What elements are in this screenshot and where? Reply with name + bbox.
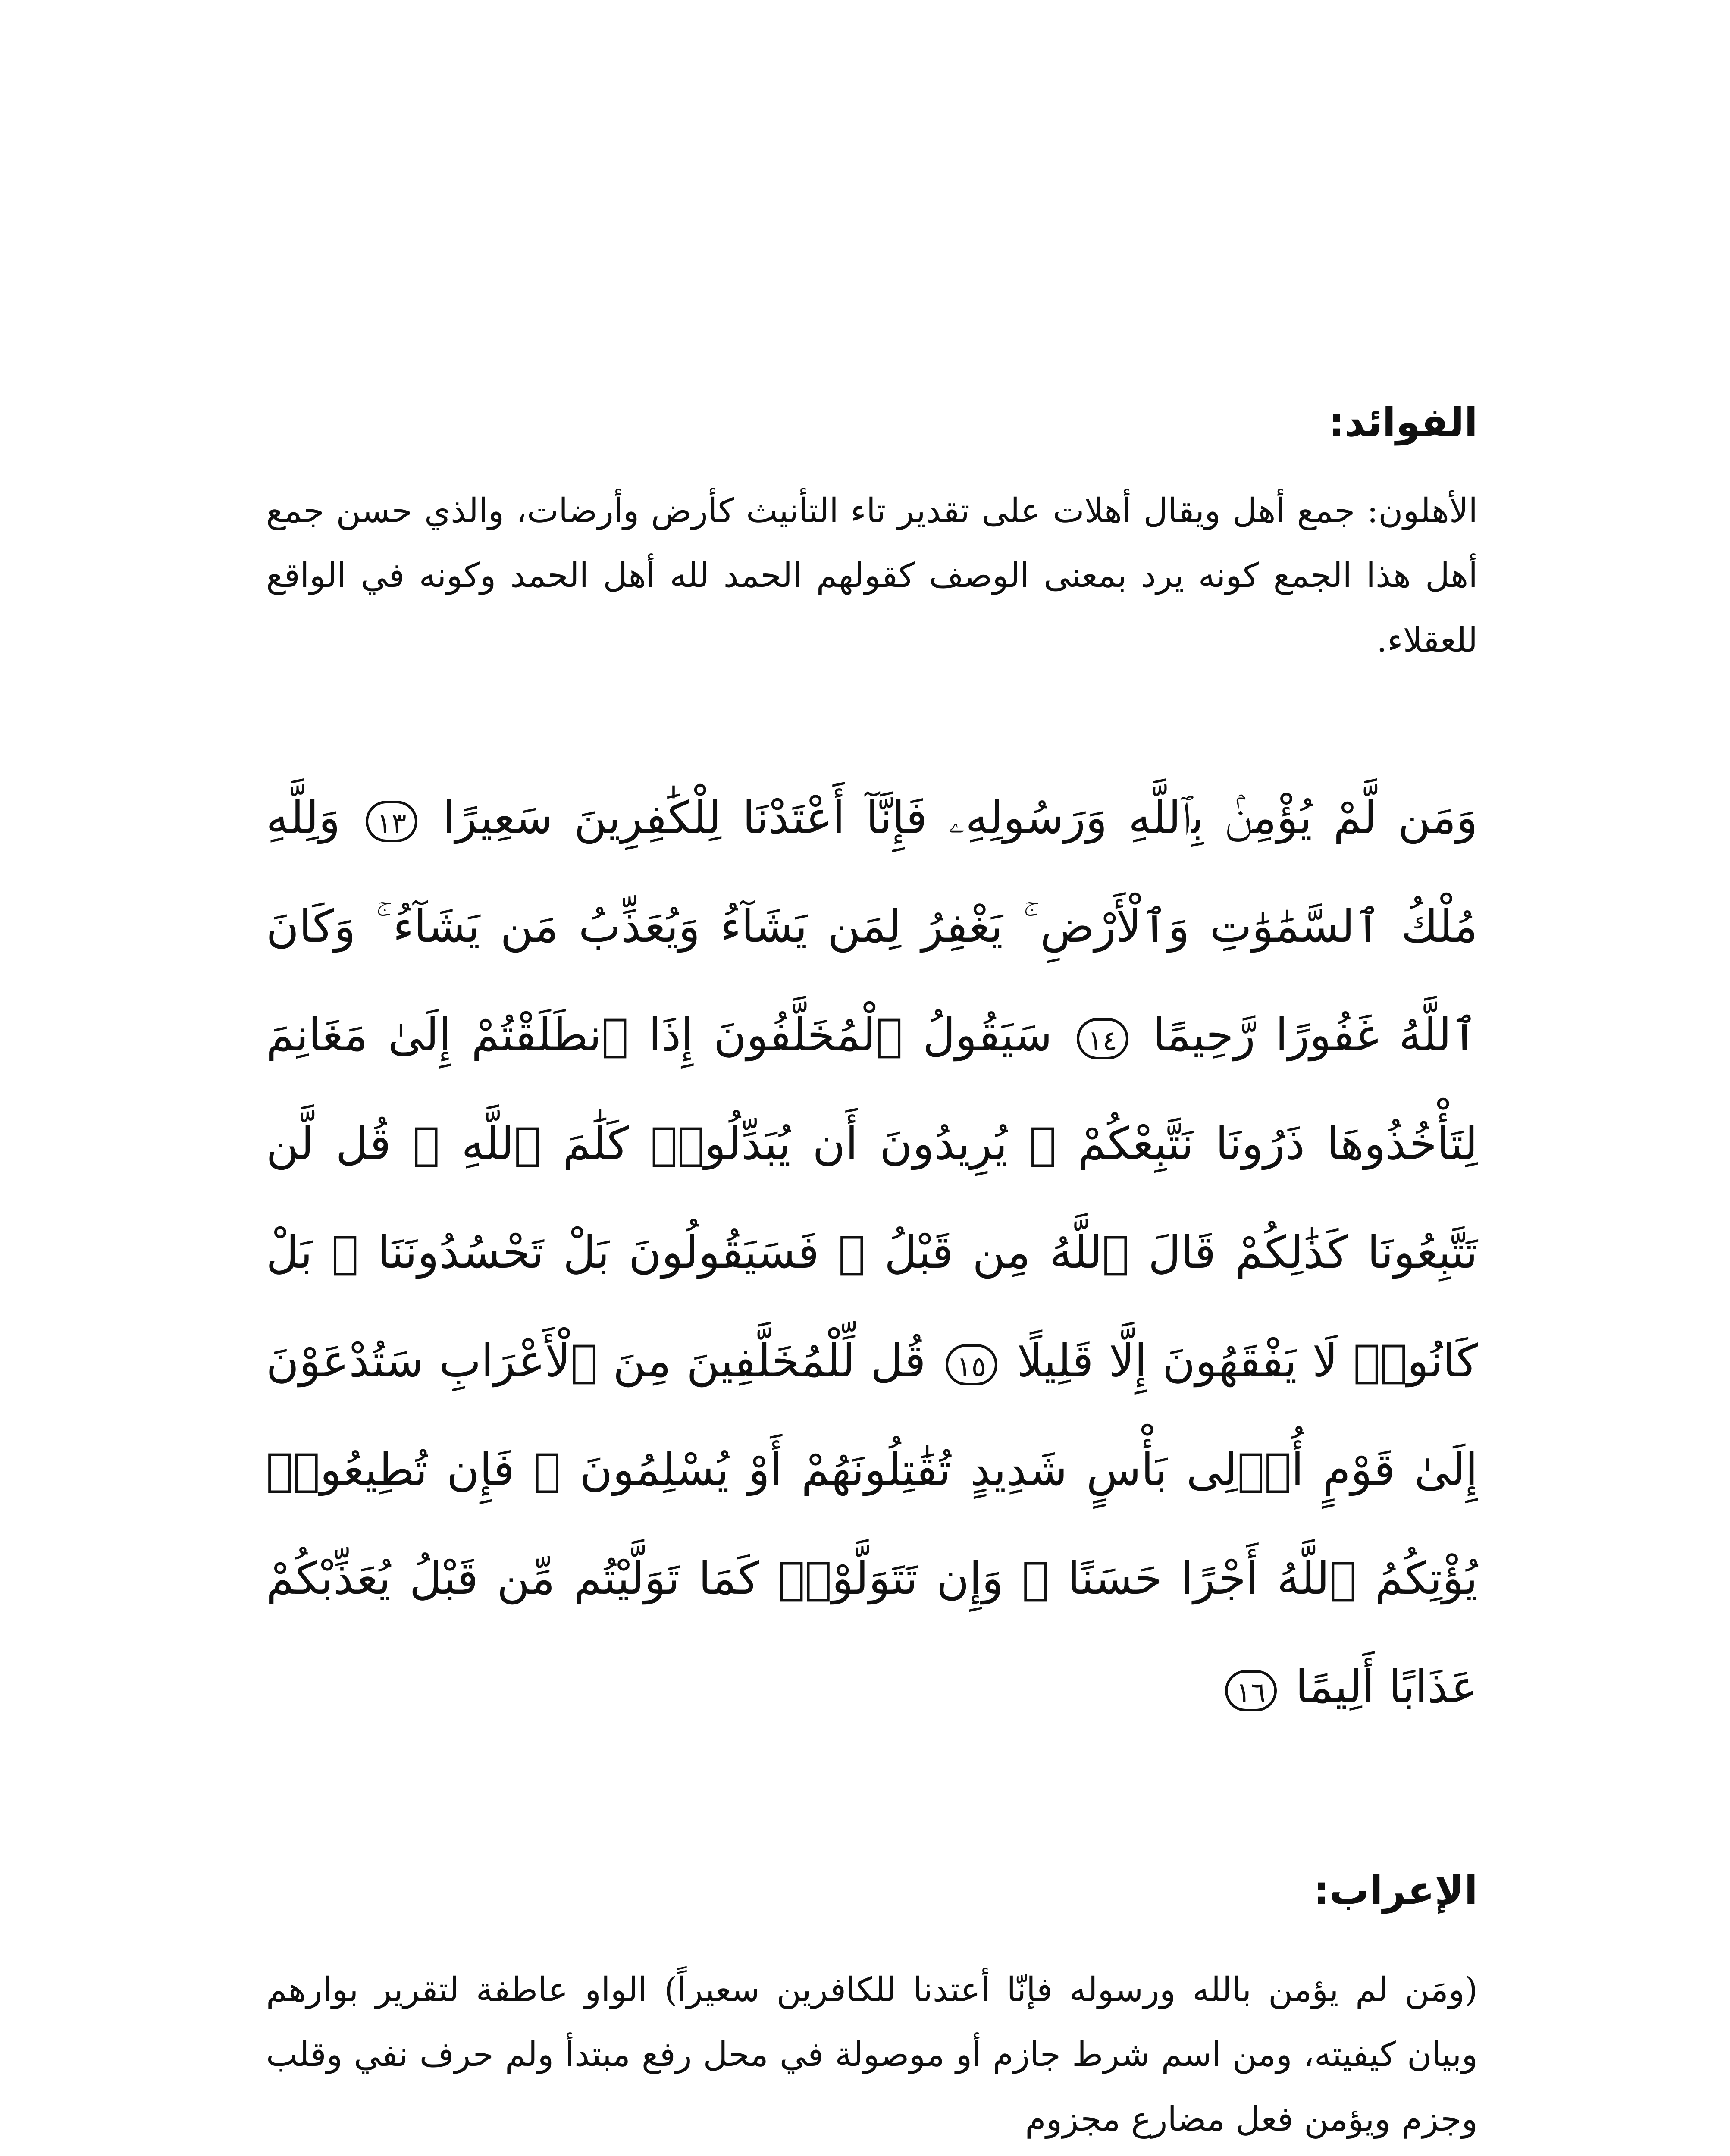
verse-16-marker: ١٦ (1225, 1670, 1277, 1711)
verse-14-marker: ١٤ (1077, 1018, 1128, 1059)
quran-verses (266, 763, 1478, 1741)
verse-15-text: سَيَقُولُ ٱلْمُخَلَّفُونَ إِذَا ٱنطَلَقْتُمْ إِلَىٰ مَغَانِمَ لِتَأْخُذُوهَا ذَرُونَا نَتَّبِعْكُمْ ۖ يُرِيدُونَ أَن يُبَدِّلُوا۟ كَلَٰمَ ٱللَّهِ ۚ قُل لَّن تَتَّبِعُونَا كَذَٰلِكُمْ قَالَ ٱللَّهُ مِن قَبْلُ ۖ فَسَيَقُولُونَ بَلْ تَحْسُدُونَنَا ۚ بَلْ كَانُوا۟ لَا يَفْقَهُونَ إِلَّا قَلِيلًا (266, 1009, 1478, 1387)
verse-13-text: وَمَن لَّمْ يُؤْمِنۢ بِٱللَّهِ وَرَسُولِهِۦ فَإِنَّآ أَعْتَدْنَا لِلْكَٰفِرِينَ سَعِيرًا (443, 791, 1478, 844)
verse-13-marker: ١٣ (366, 801, 417, 842)
irab-paragraph: (ومَن لم يؤمن بالله ورسوله فإنّا أعتدنا للكافرين سعيراً) الواو عاطفة لتقرير بوارهم وبيان كيفيته، ومن اسم شرط جازم أو موصولة في محل رفع مبتدأ ولم حرف نفي وقلب وجزم ويؤمن فعل مضارع مجزوم (266, 1971, 1478, 2139)
verse-16-text: قُل لِّلْمُخَلَّفِينَ مِنَ ٱلْأَعْرَابِ سَتُدْعَوْنَ إِلَىٰ قَوْمٍ أُو۟لِى بَأْسٍ شَدِيدٍ تُقَٰتِلُونَهُمْ أَوْ يُسْلِمُونَ ۖ فَإِن تُطِيعُوا۟ يُؤْتِكُمُ ٱللَّهُ أَجْرًا حَسَنًا ۖ وَإِن تَتَوَلَّوْا۟ كَمَا تَوَلَّيْتُم مِّن قَبْلُ يُعَذِّبْكُمْ عَذَابًا أَلِيمًا (266, 1335, 1478, 1713)
verse-14-text: وَلِلَّهِ مُلْكُ ٱلسَّمَٰوَٰتِ وَٱلْأَرْضِ ۚ يَغْفِرُ لِمَن يَشَآءُ وَيُعَذِّبُ مَن يَشَآءُ ۚ وَكَانَ ٱللَّهُ غَفُورًا رَّحِيمًا (266, 791, 1478, 1061)
verse-15-marker: ١٥ (946, 1344, 997, 1385)
fawaid-heading: الفوائد: (1329, 399, 1478, 445)
irab-heading: الإعراب: (1313, 1868, 1478, 1914)
fawaid-paragraph: الأهلون: جمع أهل ويقال أهلات على تقدير تاء التأنيث كأرض وأرضات، والذي حسن جمع أهل هذا الجمع كونه يرد بمعنى الوصف كقولهم الحمد لله أهل الحمد وكونه في الواقع للعقلاء. (266, 492, 1478, 660)
